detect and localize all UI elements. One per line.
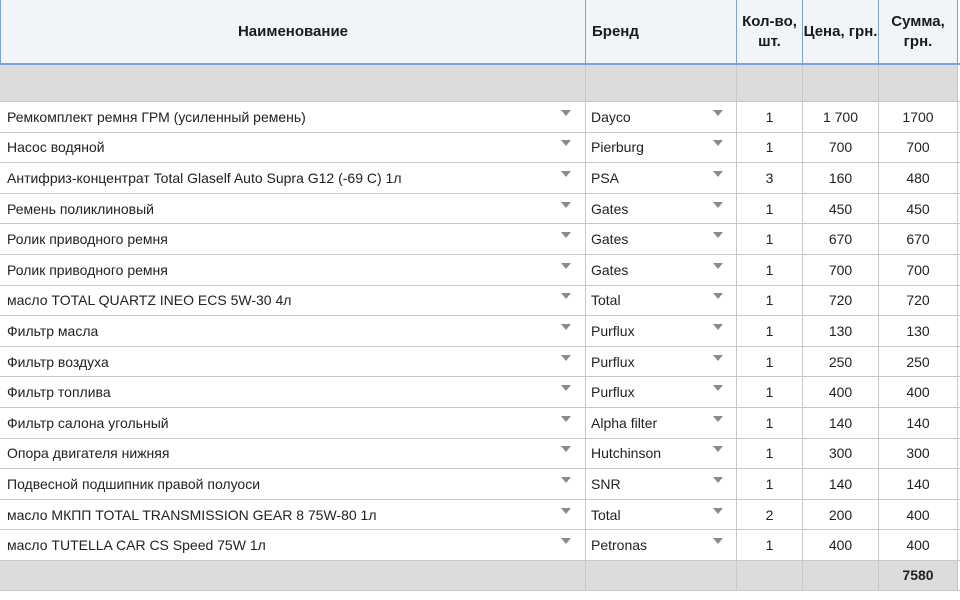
chevron-down-icon[interactable] xyxy=(713,140,723,146)
sum-cell[interactable] xyxy=(879,194,958,225)
price-cell[interactable] xyxy=(803,316,879,347)
qty-cell-text: 1 xyxy=(765,353,774,370)
brand-cell-text: Pierburg xyxy=(591,139,644,156)
brand-cell[interactable] xyxy=(586,347,737,378)
name-cell[interactable] xyxy=(0,133,586,164)
name-cell[interactable] xyxy=(0,500,586,531)
chevron-down-icon[interactable] xyxy=(713,446,723,452)
qty-cell[interactable] xyxy=(737,408,803,439)
qty-cell-text: 1 xyxy=(765,200,774,217)
brand-cell-text: Petronas xyxy=(591,537,648,554)
total-sum[interactable]: 7580 xyxy=(879,561,958,591)
price-cell[interactable] xyxy=(803,286,879,317)
qty-cell[interactable] xyxy=(737,102,803,133)
brand-cell[interactable] xyxy=(586,469,737,500)
chevron-down-icon[interactable] xyxy=(561,538,571,544)
name-cell[interactable] xyxy=(0,163,586,194)
name-cell[interactable] xyxy=(0,530,586,561)
chevron-down-icon[interactable] xyxy=(561,416,571,422)
spacer-cell[interactable] xyxy=(737,65,803,102)
total-row xyxy=(0,561,960,591)
price-cell-text: 160 xyxy=(828,169,853,186)
brand-cell[interactable] xyxy=(586,286,737,317)
sum-cell-text: 130 xyxy=(906,322,930,339)
price-cell-text: 130 xyxy=(828,322,853,339)
name-cell[interactable] xyxy=(0,439,586,470)
sum-cell-text: 400 xyxy=(906,384,930,401)
qty-cell[interactable] xyxy=(737,347,803,378)
chevron-down-icon[interactable] xyxy=(713,355,723,361)
qty-cell[interactable] xyxy=(737,500,803,531)
spacer-cell[interactable] xyxy=(803,65,879,102)
brand-cell-text: Gates xyxy=(591,231,629,248)
brand-cell[interactable] xyxy=(586,439,737,470)
price-cell[interactable] xyxy=(803,377,879,408)
name-cell-text: Ремень поликлиновый xyxy=(7,200,154,217)
chevron-down-icon[interactable] xyxy=(713,508,723,514)
sum-cell[interactable] xyxy=(879,102,958,133)
parts-table xyxy=(0,0,960,102)
name-cell[interactable] xyxy=(0,316,586,347)
sum-cell-text: 250 xyxy=(906,353,930,370)
name-cell-text: масло TOTAL QUARTZ INEO ECS 5W-30 4л xyxy=(7,292,292,309)
qty-cell-text: 2 xyxy=(765,506,774,523)
header-name[interactable]: Наименование xyxy=(0,0,586,65)
brand-cell-text: Purflux xyxy=(591,384,635,401)
sum-cell-text: 720 xyxy=(906,292,930,309)
chevron-down-icon[interactable] xyxy=(713,538,723,544)
qty-cell-text: 1 xyxy=(765,139,774,156)
chevron-down-icon[interactable] xyxy=(561,477,571,483)
name-cell-text: масло МКПП TOTAL TRANSMISSION GEAR 8 75W-80 1л xyxy=(7,506,377,523)
price-cell-text: 400 xyxy=(828,384,853,401)
name-cell-text: масло TUTELLA CAR CS Speed 75W 1л xyxy=(7,537,266,554)
chevron-down-icon[interactable] xyxy=(713,477,723,483)
chevron-down-icon[interactable] xyxy=(561,355,571,361)
brand-cell-text: Gates xyxy=(591,200,629,217)
price-cell[interactable] xyxy=(803,163,879,194)
sum-cell-text: 450 xyxy=(906,200,930,217)
qty-cell[interactable] xyxy=(737,316,803,347)
chevron-down-icon[interactable] xyxy=(561,293,571,299)
name-cell-text: Опора двигателя нижняя xyxy=(7,445,170,462)
chevron-down-icon[interactable] xyxy=(713,385,723,391)
name-cell-text: Ремкомплект ремня ГРМ (усиленный ремень) xyxy=(7,108,306,125)
name-cell[interactable] xyxy=(0,377,586,408)
qty-cell[interactable] xyxy=(737,469,803,500)
brand-cell[interactable] xyxy=(586,194,737,225)
name-cell-text: Ролик приводного ремня xyxy=(7,261,168,278)
brand-cell-text: Hutchinson xyxy=(591,445,662,462)
qty-cell-text: 1 xyxy=(765,384,774,401)
sum-cell[interactable] xyxy=(879,439,958,470)
price-cell[interactable] xyxy=(803,469,879,500)
price-cell-text: 450 xyxy=(828,200,853,217)
sum-cell[interactable] xyxy=(879,163,958,194)
brand-cell[interactable] xyxy=(586,377,737,408)
price-cell[interactable] xyxy=(803,439,879,470)
name-cell-text: Фильтр масла xyxy=(7,322,99,339)
chevron-down-icon[interactable] xyxy=(713,416,723,422)
price-cell-text: 1 700 xyxy=(822,108,859,125)
chevron-down-icon[interactable] xyxy=(561,140,571,146)
chevron-down-icon[interactable] xyxy=(713,110,723,116)
qty-cell-text: 1 xyxy=(765,322,774,339)
name-cell[interactable] xyxy=(0,224,586,255)
qty-cell-text: 1 xyxy=(765,414,774,431)
price-cell[interactable] xyxy=(803,133,879,164)
qty-cell[interactable] xyxy=(737,163,803,194)
sum-cell-text: 700 xyxy=(906,139,930,156)
sum-cell[interactable] xyxy=(879,377,958,408)
name-cell-text: Антифриз-концентрат Total Glaself Auto Supra G12 (-69 С) 1л xyxy=(7,169,402,186)
brand-cell[interactable] xyxy=(586,133,737,164)
brand-cell-text: Total xyxy=(591,292,621,309)
total-empty-cell[interactable] xyxy=(803,561,879,591)
name-cell[interactable] xyxy=(0,469,586,500)
chevron-down-icon[interactable] xyxy=(713,232,723,238)
sum-cell[interactable] xyxy=(879,347,958,378)
qty-cell[interactable] xyxy=(737,286,803,317)
sum-cell-text: 1700 xyxy=(902,108,934,125)
brand-cell[interactable] xyxy=(586,163,737,194)
brand-cell[interactable] xyxy=(586,255,737,286)
sum-cell[interactable] xyxy=(879,224,958,255)
total-empty-cell[interactable] xyxy=(737,561,803,591)
chevron-down-icon[interactable] xyxy=(561,446,571,452)
brand-cell-text: SNR xyxy=(591,475,621,492)
chevron-down-icon[interactable] xyxy=(561,263,571,269)
price-cell-text: 300 xyxy=(828,445,853,462)
name-cell-text: Насос водяной xyxy=(7,139,105,156)
sum-cell-text: 140 xyxy=(906,414,930,431)
sum-cell-text: 400 xyxy=(906,506,930,523)
spacer-cell[interactable] xyxy=(879,65,958,102)
header-sum[interactable]: Сумма, грн. xyxy=(879,0,958,65)
price-cell[interactable] xyxy=(803,224,879,255)
price-cell-text: 700 xyxy=(828,261,853,278)
name-cell-text: Подвесной подшипник правой полуоси xyxy=(7,475,261,492)
chevron-down-icon[interactable] xyxy=(713,202,723,208)
name-cell-text: Ролик приводного ремня xyxy=(7,231,168,248)
qty-cell[interactable] xyxy=(737,255,803,286)
sum-cell[interactable] xyxy=(879,530,958,561)
table-body xyxy=(0,102,960,561)
price-cell[interactable] xyxy=(803,255,879,286)
qty-cell[interactable] xyxy=(737,530,803,561)
qty-cell-text: 1 xyxy=(765,231,774,248)
chevron-down-icon[interactable] xyxy=(561,202,571,208)
price-cell-text: 720 xyxy=(828,292,853,309)
chevron-down-icon[interactable] xyxy=(713,324,723,330)
qty-cell[interactable] xyxy=(737,439,803,470)
brand-cell-text: Gates xyxy=(591,261,629,278)
price-cell-text: 670 xyxy=(828,231,853,248)
sum-cell-text: 670 xyxy=(906,231,930,248)
price-cell-text: 200 xyxy=(828,506,853,523)
name-cell-text: Фильтр салона угольный xyxy=(7,414,169,431)
header-qty[interactable]: Кол-во, шт. xyxy=(737,0,803,65)
chevron-down-icon[interactable] xyxy=(561,508,571,514)
qty-cell[interactable] xyxy=(737,194,803,225)
chevron-down-icon[interactable] xyxy=(561,232,571,238)
brand-cell[interactable] xyxy=(586,316,737,347)
price-cell-text: 400 xyxy=(828,537,853,554)
spacer-cell[interactable] xyxy=(0,65,586,102)
name-cell-text: Фильтр воздуха xyxy=(7,353,109,370)
name-cell[interactable] xyxy=(0,347,586,378)
sum-cell[interactable] xyxy=(879,133,958,164)
qty-cell-text: 1 xyxy=(765,292,774,309)
total-empty-cell[interactable] xyxy=(0,561,586,591)
sum-cell-text: 300 xyxy=(906,445,930,462)
sum-cell-text: 400 xyxy=(906,537,930,554)
price-cell[interactable] xyxy=(803,408,879,439)
name-cell[interactable] xyxy=(0,102,586,133)
price-cell-text: 250 xyxy=(828,353,853,370)
sum-cell-text: 140 xyxy=(906,475,930,492)
chevron-down-icon[interactable] xyxy=(561,110,571,116)
name-cell[interactable] xyxy=(0,255,586,286)
brand-cell[interactable] xyxy=(586,500,737,531)
chevron-down-icon[interactable] xyxy=(713,171,723,177)
qty-cell-text: 1 xyxy=(765,261,774,278)
brand-cell-text: Total xyxy=(591,506,621,523)
qty-cell[interactable] xyxy=(737,377,803,408)
chevron-down-icon[interactable] xyxy=(561,171,571,177)
brand-cell[interactable] xyxy=(586,530,737,561)
sum-cell[interactable] xyxy=(879,286,958,317)
price-cell[interactable] xyxy=(803,347,879,378)
brand-cell[interactable] xyxy=(586,224,737,255)
price-cell-text: 140 xyxy=(828,475,853,492)
total-empty-cell[interactable] xyxy=(586,561,737,591)
spacer-cell[interactable] xyxy=(586,65,737,102)
header-brand[interactable]: Бренд xyxy=(586,0,737,65)
price-cell-text: 700 xyxy=(828,139,853,156)
price-cell[interactable] xyxy=(803,194,879,225)
name-cell[interactable] xyxy=(0,286,586,317)
price-cell[interactable] xyxy=(803,530,879,561)
chevron-down-icon[interactable] xyxy=(713,293,723,299)
qty-cell-text: 1 xyxy=(765,445,774,462)
price-cell[interactable] xyxy=(803,500,879,531)
brand-cell-text: Purflux xyxy=(591,353,635,370)
brand-cell-text: Dayco xyxy=(591,108,631,125)
sum-cell-text: 700 xyxy=(906,261,930,278)
price-cell-text: 140 xyxy=(828,414,853,431)
sum-cell[interactable] xyxy=(879,500,958,531)
chevron-down-icon[interactable] xyxy=(561,324,571,330)
name-cell[interactable] xyxy=(0,408,586,439)
sum-cell[interactable] xyxy=(879,316,958,347)
qty-cell-text: 1 xyxy=(765,108,774,125)
chevron-down-icon[interactable] xyxy=(713,263,723,269)
brand-cell-text: Purflux xyxy=(591,322,635,339)
sum-cell[interactable] xyxy=(879,408,958,439)
brand-cell-text: Alpha filter xyxy=(591,414,658,431)
chevron-down-icon[interactable] xyxy=(561,385,571,391)
qty-cell[interactable] xyxy=(737,133,803,164)
qty-cell-text: 1 xyxy=(765,475,774,492)
name-cell[interactable] xyxy=(0,194,586,225)
qty-cell-text: 1 xyxy=(765,537,774,554)
brand-cell[interactable] xyxy=(586,408,737,439)
brand-cell[interactable] xyxy=(586,102,737,133)
price-cell[interactable] xyxy=(803,102,879,133)
brand-cell-text: PSA xyxy=(591,169,620,186)
sum-cell[interactable] xyxy=(879,255,958,286)
sum-cell-text: 480 xyxy=(906,169,930,186)
name-cell-text: Фильтр топлива xyxy=(7,384,111,401)
sum-cell[interactable] xyxy=(879,469,958,500)
header-price[interactable]: Цена, грн. xyxy=(803,0,879,65)
qty-cell-text: 3 xyxy=(765,169,774,186)
qty-cell[interactable] xyxy=(737,224,803,255)
